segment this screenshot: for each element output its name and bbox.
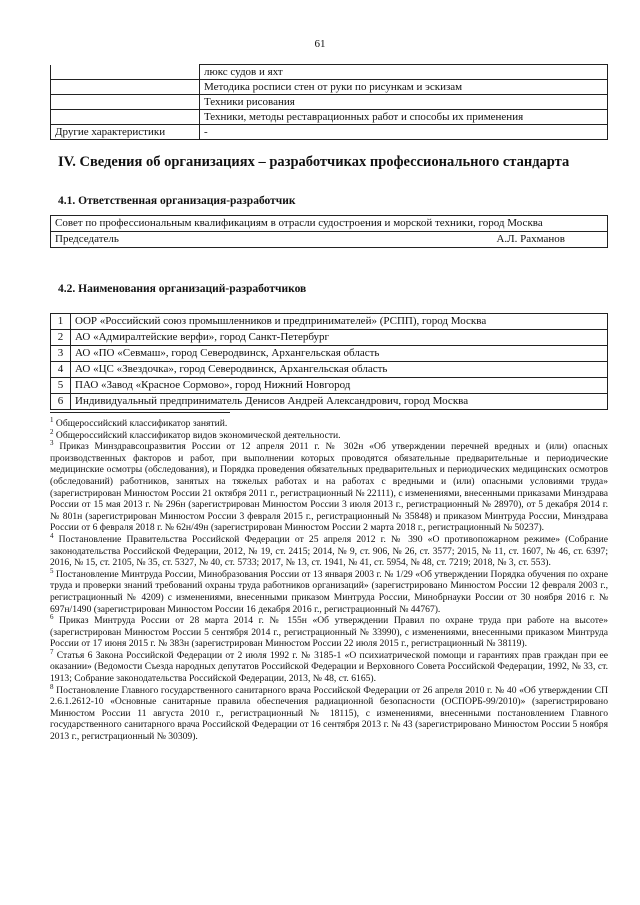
footnotes	[50, 415, 608, 743]
row-number: 4	[51, 362, 71, 378]
footnote-number: 1	[50, 415, 54, 424]
subsection-title-4-1: 4.1. Ответственная организация-разработчик	[58, 195, 296, 207]
table-row	[51, 216, 608, 232]
signature-row	[51, 232, 608, 248]
org-name: Индивидуальный предприниматель Денисов Андрей Александрович, город Москва	[71, 394, 608, 410]
table-cell-label: Другие характеристики	[51, 125, 200, 140]
table-cell-value: люкс судов и яхт	[200, 65, 608, 80]
footnote-number: 3	[50, 439, 54, 447]
footnote-text: Статья 6 Закона Российской Федерации от 2 июля 1992 г. № 3185-1 «О психиатрической помощи и гарантиях прав граждан при ее оказании» (Ведомости Съезда народных депутатов Российской Федерации и Верховного Совета Российской Федерации, 1992, № 33, ст. 1913; Собрание законодательства Российской Федерации, 2013, № 48, ст. 6165).	[50, 649, 608, 685]
org-name: Совет по профессиональным квалификациям в отрасли судостроения и морской техники, город Москва	[51, 216, 608, 232]
page-number: 61	[314, 38, 326, 50]
table-cell-label	[51, 80, 200, 95]
table-cell-value: -	[200, 125, 608, 140]
subsection-title-4-2: 4.2. Наименования организаций-разработчиков	[58, 283, 307, 295]
characteristics-table	[50, 64, 608, 140]
footnote-text: Постановление Минтруда России, Минобразования России от 13 января 2003 г. № 1/29 «Об утверждении Порядка обучения по охране труда и проверки знаний требований охраны труда работников организаций» (зарегистрировано Минюстом России 12 февраля 2003 г., регистрационный № 4209) с изменениями, внесенными приказом Минтруда России, Минобрнауки России от 30 ноября 2016 г. № 697н/1490 (зарегистрирован Минюстом России 16 декабря 2016 г., регистрационный № 44767).	[50, 568, 608, 615]
footnote-number: 8	[50, 682, 54, 691]
footnote	[50, 441, 608, 534]
table-cell-value: Техники, методы реставрационных работ и способы их применения	[200, 110, 608, 125]
table-cell-label	[51, 110, 200, 125]
footnote-text: Общероссийский классификатор видов экономической деятельности.	[55, 429, 341, 441]
person-name: А.Л. Рахманов	[496, 233, 565, 245]
org-name: АО «ЦС «Звездочка», город Северодвинск, Архангельская область	[71, 362, 608, 378]
table-row	[51, 346, 608, 362]
responsible-org-table	[50, 215, 608, 248]
developers-table	[50, 313, 608, 410]
org-name: АО «Адмиралтейские верфи», город Санкт-Петербург	[71, 330, 608, 346]
footnote-number: 5	[50, 566, 54, 575]
table-row	[51, 330, 608, 346]
footnote-text: Общероссийский классификатор занятий.	[55, 418, 228, 429]
table-row	[51, 65, 608, 80]
table-row	[51, 80, 608, 95]
table-row	[51, 378, 608, 394]
footnote	[50, 647, 608, 685]
table-cell-value: Методика росписи стен от руки по рисункам и эскизам	[200, 80, 608, 95]
footnote-text: Приказ Минздравсоцразвития России от 12 апреля 2011 г. № 302н «Об утверждении перечней вредных и (или) опасных производственных факторов и работ, при выполнении которых проводятся обязательные предварительные и периодические медицинские осмотры (обследования), и Порядка проведения обязательных предварительных и периодических медицинских осмотров (обследований) работников, занятых на тяжелых работах и на работах с вредными и (или) опасными условиями труда» (зарегистрирован Минюстом России 21 октября 2011 г., регистрационный № 22111), с изменениями, внесенными приказами Минздрава России от 15 мая 2013 г. № 296н (зарегистрирован Минюстом России 3 июля 2013 г., регистрационный № 28970), от 5 декабря 2014 г. № 801н (зарегистрирован Минюстом России 3 февраля 2015 г., регистрационный № 35848) и приказом Минтруда России, Минздрава России от 6 февраля 2018 г. № 62н/49н (зарегистрирован Минюстом России 2 марта 2018 г., регистрационный № 50237).	[50, 441, 608, 534]
footnote-text: Приказ Минтруда России от 28 марта 2014 г. № 155н «Об утверждении Правил по охране труда при работе на высоте» (зарегистрирован Минюстом России 5 сентября 2014 г., регистрационный № 33990), с изменениями, внесенными приказом Минтруда России от 17 июня 2015 г. № 383н (зарегистрирован Минюстом России 22 июля 2015 г., регистрационный № 38119).	[50, 615, 608, 650]
role-label: Председатель	[55, 233, 119, 245]
table-row	[51, 95, 608, 110]
org-name: ПАО «Завод «Красное Сормово», город Нижний Новгород	[71, 378, 608, 394]
section-title: IV. Сведения об организациях – разработчиках профессионального стандарта	[58, 154, 570, 170]
footnote	[50, 531, 608, 569]
table-row	[51, 232, 608, 248]
table-row	[51, 125, 608, 140]
signature-line	[55, 233, 603, 246]
row-number: 2	[51, 330, 71, 346]
footnote-text: Постановление Главного государственного санитарного врача Российской Федерации от 26 апреля 2010 г. № 40 «Об утверждении СП 2.6.1.2612-10 «Основные санитарные правила обеспечения радиационной безопасности (ОСПОРБ-99/2010)» (зарегистрировано Минюстом России 11 августа 2010 г., регистрационный № 18115), с изменениями, внесенными постановлением Главного государственного санитарного врача Российской Федерации от 16 сентября 2013 г. № 43 (зарегистрировано Минюстом России 5 ноября 2013 г., регистрационный № 30309).	[50, 684, 608, 743]
row-number: 6	[51, 394, 71, 410]
footnote-number: 6	[50, 612, 54, 621]
footnote	[50, 612, 608, 650]
footnote-number: 2	[50, 427, 54, 436]
footnote-text: Постановление Правительства Российской Федерации от 25 апреля 2012 г. № 390 «О противопожарном режиме» (Собрание законодательства Российской Федерации, 2012, № 19, ст. 2415; 2014, № 9, ст. 906, № 26, ст. 3577; 2015, № 11, ст. 1607, № 46, ст. 6397; 2016, № 15, ст. 2105, № 35, ст. 5327, № 40, ст. 5733; 2017, № 13, ст. 1941, № 41, ст. 5954, № 48, ст. 7219; 2018, № 3, ст. 553).	[50, 533, 608, 569]
table-cell-label	[51, 95, 200, 110]
table-row	[51, 362, 608, 378]
footnote	[50, 682, 608, 743]
table-row	[51, 314, 608, 330]
footnote-divider	[50, 412, 230, 413]
table-cell-value: Техники рисования	[200, 95, 608, 110]
footnote-number: 4	[50, 531, 54, 540]
row-number: 5	[51, 378, 71, 394]
row-number: 3	[51, 346, 71, 362]
footnote	[50, 566, 608, 615]
table-cell-label	[51, 65, 200, 80]
footnote-number: 7	[50, 647, 54, 656]
footnote	[50, 427, 608, 442]
row-number: 1	[51, 314, 71, 330]
table-row	[51, 394, 608, 410]
org-name: АО «ПО «Севмаш», город Северодвинск, Архангельская область	[71, 346, 608, 362]
org-name: ООР «Российский союз промышленников и предпринимателей» (РСПП), город Москва	[71, 314, 608, 330]
footnote	[50, 415, 608, 430]
table-row	[51, 110, 608, 125]
